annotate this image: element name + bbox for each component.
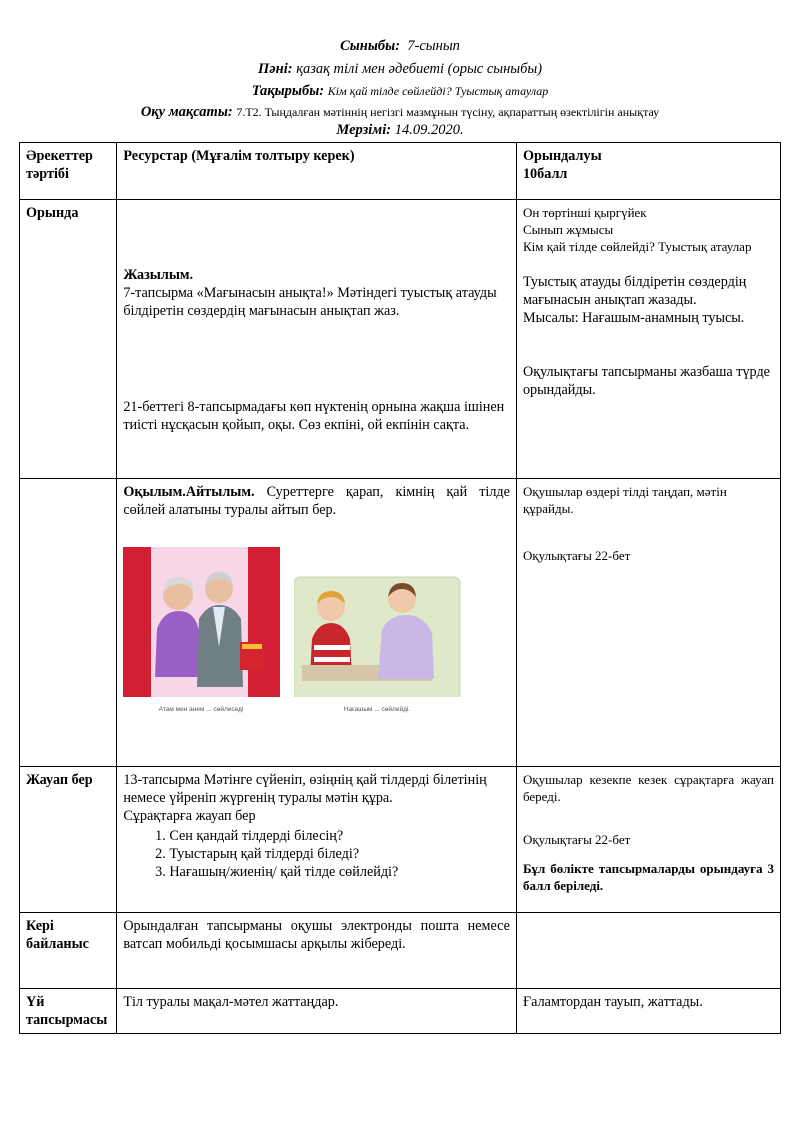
resources-writing-cell (117, 200, 517, 479)
questions-list (123, 827, 510, 881)
subject-label: Пәні: (257, 61, 293, 77)
topic-line (0, 83, 800, 100)
table-row-reading (20, 479, 781, 767)
date-label: Мерзімі: (336, 122, 392, 138)
uncle-illustration (294, 547, 464, 722)
row-label-reading (20, 479, 117, 767)
feedback-text: Орындалған тапсырманы оқушы электронды пошта немесе ватсап мобильді қосымшасы арқылы жібереді. (117, 913, 517, 989)
writing-example: Мысалы: Нағашым-анамның туысы. (522, 310, 745, 326)
students-answer-note: Оқушылар кезекпе кезек сұрақтарға жауап береді. (522, 772, 774, 804)
reading-title: Оқылым.Айтылым. (123, 484, 255, 500)
textbook-page-22: Оқулықтағы 22-бет (522, 548, 631, 563)
task-13-text: 13-тапсырма Мәтінге сүйеніп, өзіңнің қай тілдерді білетінің немесе үйреніп жүргенің туралы мәтін құра. (123, 772, 487, 806)
header-score-label: 10балл (522, 166, 568, 182)
writing-homework-note: Оқулықтағы тапсырманы жазбаша түрде орындайды. (522, 364, 770, 398)
row-label-homework: Үй тапсырмасы (20, 989, 117, 1034)
reading-text: Суреттерге қарап, кімнің қай тілде сөйлей алатыны туралы айтып бер. (123, 484, 510, 518)
row-label-perform: Орында (20, 200, 117, 479)
resources-reading-cell (117, 479, 517, 767)
homework-text: Тіл туралы мақал-мәтел жаттаңдар. (117, 989, 517, 1034)
writing-title: Жазылым. (123, 267, 194, 283)
goal-value: 7.Т2. Тыңдалған мәтіннің негізгі мазмұнын түсіну, ақпараттың өзектілігін анықтау (236, 105, 660, 119)
table-row-homework (20, 989, 781, 1034)
table-row-perform (20, 200, 781, 479)
header-cell-resources: Ресурстар (Мұғалім толтыру керек) (117, 143, 517, 200)
task-8-text: 21-беттегі 8-тапсырмадағы көп нүктенің орнына жақша ішінен тиісті нұсқасын қойып, оқы. Сөз екпіні, ой екпінін сақта. (123, 399, 505, 433)
questions-intro: Сұрақтарға жауап бер (123, 808, 256, 824)
subject-line (0, 61, 800, 78)
writing-outcome: Туыстық атауды білдіретін сөздердің мағынасын анықтап жазады. (522, 274, 747, 308)
execution-writing-cell (516, 200, 780, 479)
date-words: Он төртінші қыргүйек (522, 205, 647, 220)
list-item: 3. Нағашың/жиенің/ қай тілде сөйлейді? (169, 863, 510, 881)
date-line (0, 122, 800, 139)
class-line (0, 38, 800, 55)
header-cell-execution (516, 143, 780, 200)
task-7-text: 7-тапсырма «Мағынасын анықта!» Мәтіндегі туыстық атауды білдіретін сөздердің мағынасын анықтап жаз. (123, 285, 497, 319)
date-value: 14.09.2020. (394, 122, 464, 138)
lesson-topic-note: Кім қай тілде сөйлейді? Туыстық атаулар (522, 239, 752, 254)
lesson-plan-table (19, 142, 781, 1034)
uncle-image (294, 547, 464, 717)
list-item: 2. Туыстарың қай тілдерді біледі? (169, 845, 510, 863)
illustrations (123, 547, 510, 722)
header-cell-order: Әрекеттер тәртібі (20, 143, 117, 200)
homework-execution: Ғаламтордан тауып, жаттады. (516, 989, 780, 1034)
feedback-execution-cell (516, 913, 780, 989)
resources-answer-cell (117, 767, 517, 913)
grandparents-image (123, 547, 280, 717)
students-choose-language: Оқушылар өздері тілді таңдап, мәтін құрайды. (522, 484, 727, 516)
topic-value: Кім қай тілде сөйлейді? Туыстық атаулар (327, 84, 549, 98)
reading-paragraph (123, 483, 510, 519)
textbook-page-22-answer: Оқулықтағы 22-бет (522, 832, 631, 847)
classwork-label: Сынып жұмысы (522, 222, 614, 237)
grandparents-illustration (123, 547, 280, 722)
list-item: 1. Сен қандай тілдерді білесің? (169, 827, 510, 845)
table-row-feedback (20, 913, 781, 989)
class-value: 7-сынып (407, 38, 460, 54)
topic-label: Тақырыбы: (251, 83, 325, 99)
goal-line (0, 104, 800, 121)
table-header-row (20, 143, 781, 200)
row-label-feedback: Кері байланыс (20, 913, 117, 989)
caption-uncle: Нағашым ... сөйлейді. (344, 706, 411, 713)
class-label: Сыныбы: (340, 38, 401, 54)
row-label-answer: Жауап бер (20, 767, 117, 913)
execution-reading-cell (516, 479, 780, 767)
score-note: Бұл бөлікте тапсырмаларды орындауға 3 балл беріледі. (522, 861, 774, 893)
goal-label: Оқу мақсаты: (140, 104, 233, 120)
table-row-answer (20, 767, 781, 913)
header-execution-label: Орындалуы (522, 148, 602, 164)
execution-answer-cell (516, 767, 780, 913)
caption-grandparents: Атам мен анем ... сөйлеседі (158, 706, 244, 713)
subject-value: қазақ тілі мен әдебиеті (орыс сыныбы) (296, 61, 543, 77)
